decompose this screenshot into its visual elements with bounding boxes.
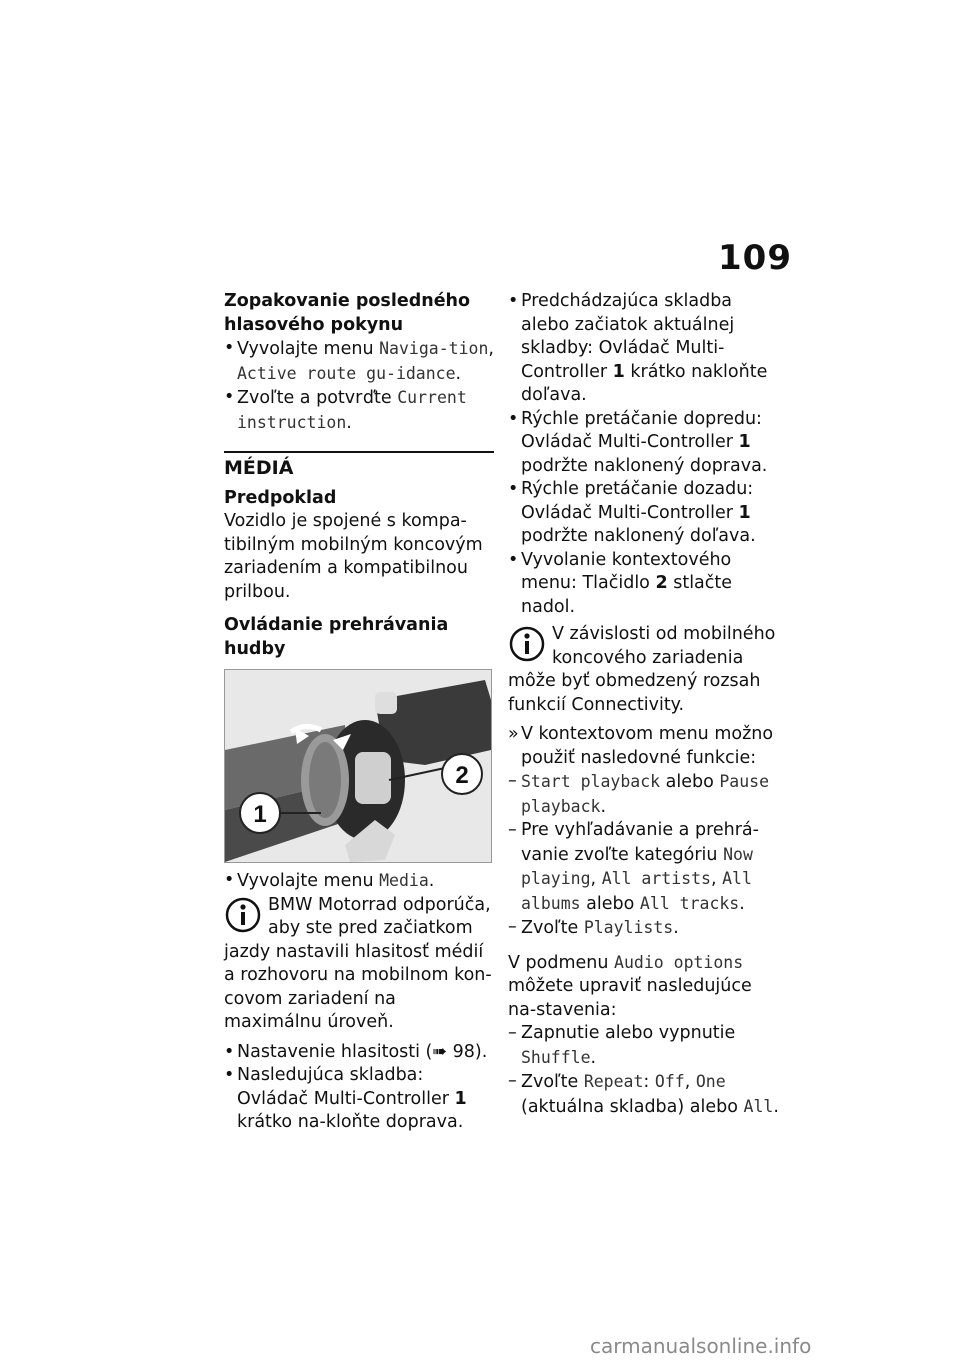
note-volume-recommendation (224, 894, 494, 1035)
menu-item-current-instruction: Current instruction (237, 388, 467, 432)
bullet-confirm-instruction: • Zvoľte a potvrďte Current instruction. (224, 386, 494, 435)
left-column (224, 290, 494, 1135)
bullet-fast-forward: • Rýchle pretáčanie dopredu: Ovládač Multi-Controller 1 podržte naklonený doprava. (508, 408, 783, 479)
figure-label-1: 1 (253, 801, 267, 828)
music-control-heading: Ovládanie prehrávania hudby (224, 615, 449, 659)
bullet-call-menu-navigation: • Vyvolajte menu Naviga-tion, Active route gu-idance. (224, 337, 494, 386)
bullet-rewind: • Rýchle pretáčanie dozadu: Ovládač Multi-Controller 1 podržte naklonený doľava. (508, 478, 783, 549)
handlebar-illustration (225, 670, 491, 862)
dash-playlists: – Zvoľte Playlists. (508, 916, 783, 941)
bullet-volume-setting: • Nastavenie hlasitosti (➠ 98). (224, 1041, 494, 1065)
right-column (508, 290, 783, 1119)
menu-item-media: Media (379, 871, 429, 890)
dash-shuffle: – Zapnutie alebo vypnutie Shuffle. (508, 1022, 783, 1070)
result-context-menu: » V kontextovom menu možno použiť nasledovné funkcie: (508, 723, 783, 770)
menu-path-active-route: Active route gu-idance (237, 363, 456, 383)
info-icon (508, 625, 546, 663)
submenu-audio-options: V podmenu Audio options môžete upraviť nasledujúce na-stavenia: (508, 952, 752, 1020)
page-ref-arrow-icon: ➠ (432, 1041, 448, 1062)
info-icon (224, 896, 262, 934)
section-title-media: MÉDIÁ (224, 451, 494, 481)
prerequisite-heading: Predpoklad (224, 487, 337, 508)
menu-path-navigation: Naviga-tion (379, 339, 489, 358)
dash-start-pause: – Start playback alebo Pause playback. (508, 770, 783, 819)
dash-search-category: – Pre vyhľadávanie a prehrá-vanie zvoľte kategóriu Now playing, All artists, All albums alebo All tracks. (508, 819, 783, 916)
bullet-previous-track: • Predchádzajúca skladba alebo začiatok aktuálnej skladby: Ovládač Multi-Controller 1 krátko nakloňte doľava. (508, 290, 783, 408)
page-ref-number: 98 (452, 1041, 475, 1062)
handlebar-controller-figure (224, 669, 492, 863)
dash-repeat: – Zvoľte Repeat: Off, One (aktuálna skladba) alebo All. (508, 1070, 783, 1119)
repeat-heading: Zopakovanie posledného hlasového pokynu (224, 291, 471, 335)
watermark: carmanualsonline.info (590, 1334, 812, 1358)
note-connectivity (508, 623, 783, 717)
prerequisite-text: Vozidlo je spojené s kompa-tibilným mobilným koncovým zariadením a kompatibilnou prilbou. (224, 511, 483, 602)
figure-label-2: 2 (455, 762, 469, 789)
bullet-next-track: • Nasledujúca skladba: Ovládač Multi-Controller 1 krátko na-kloňte doprava. (224, 1064, 494, 1135)
bullet-context-menu: • Vyvolanie kontextového menu: Tlačidlo 2 stlačte nadol. (508, 549, 783, 620)
note-connectivity-text: V závislosti od mobilného koncového zariadenia môže byť obmedzený rozsah funkcií Connectivity. (508, 624, 776, 715)
page-number: 109 (718, 238, 792, 278)
bullet-call-menu-media: • Vyvolajte menu Media. (224, 869, 494, 894)
note-volume-text: BMW Motorrad odporúča, aby ste pred začiatkom jazdy nastavili hlasitosť médií a rozhovoru na mobilnom kon-covom zariadení na maximálnu úroveň. (224, 894, 492, 1032)
